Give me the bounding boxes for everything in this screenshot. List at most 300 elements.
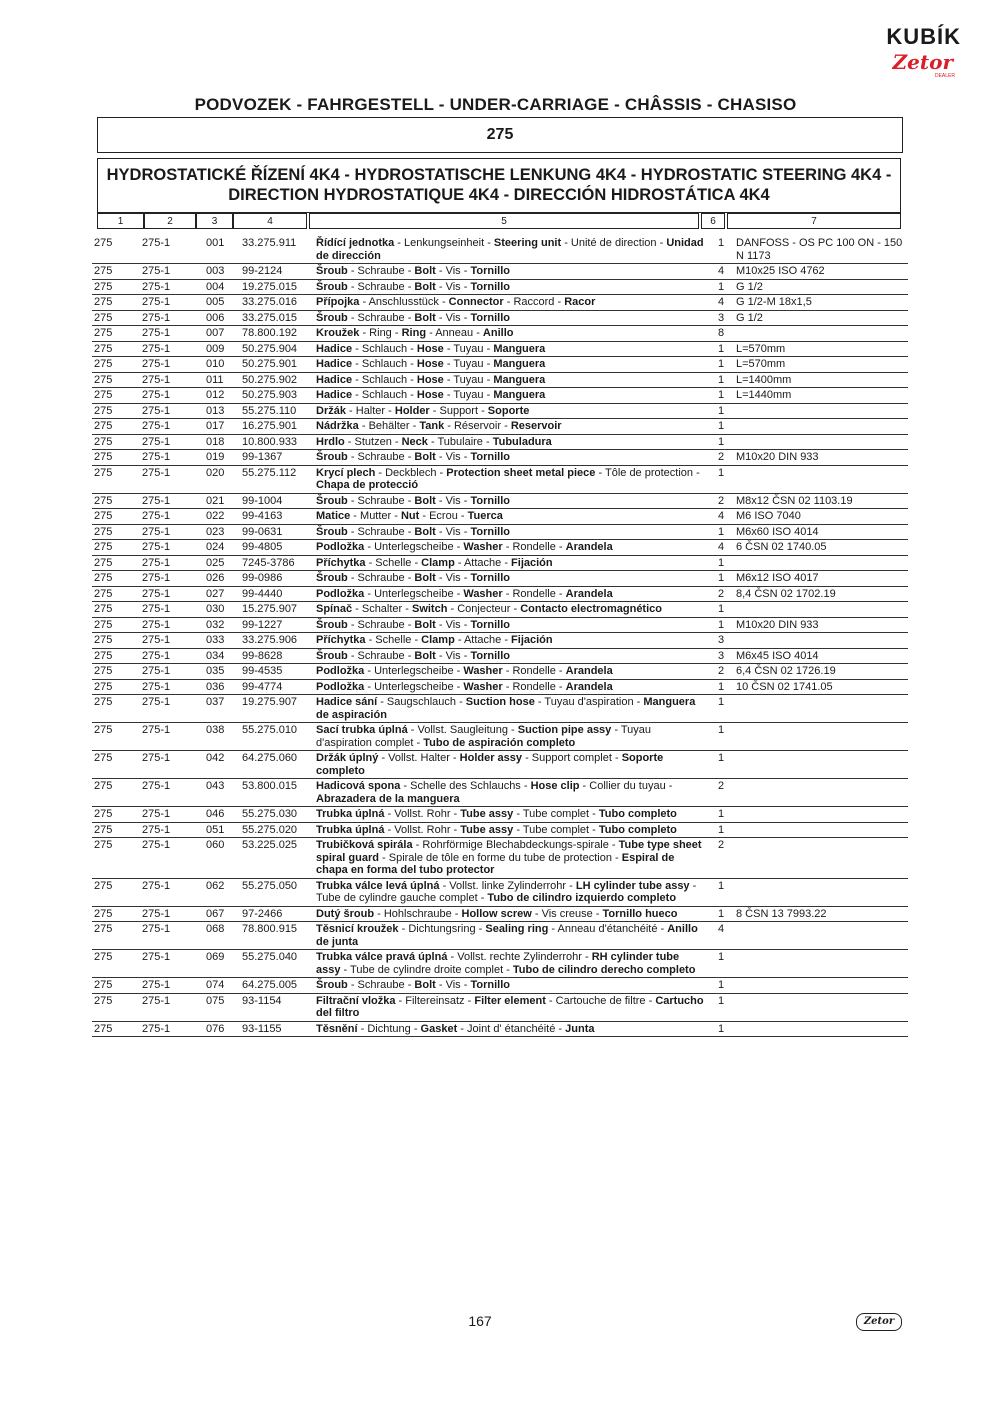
description-term: Podložka [316, 587, 365, 600]
ref-figure: 275-1 [140, 648, 204, 664]
part-number: 15.275.907 [240, 602, 314, 618]
quantity: 2 [708, 779, 734, 807]
description-text: - Tôle de protection - [595, 466, 700, 479]
part-description [314, 878, 708, 906]
ref-figure: 275-1 [140, 403, 204, 419]
description-text: - Tube de cylindre gauche complet - [316, 879, 697, 904]
position-number: 030 [204, 602, 240, 618]
description-text: - Unterlegscheibe - [364, 665, 464, 677]
table-row [92, 310, 908, 326]
table-row [92, 509, 908, 525]
part-description [314, 679, 708, 695]
position-number: 051 [204, 822, 240, 838]
ref-figure: 275-1 [140, 295, 204, 311]
ref-figure: 275-1 [140, 279, 204, 295]
description-term: Soporte completo [316, 752, 664, 777]
column-header-6: 6 [701, 213, 725, 229]
part-note [734, 993, 908, 1021]
part-note: M6x45 ISO 4014 [734, 648, 908, 664]
part-number: 97-2466 [240, 906, 314, 922]
ref-group: 275 [92, 509, 140, 525]
description-text: - Spirale de tôle en forme du tube de protection - [378, 851, 622, 864]
part-number: 93-1155 [240, 1021, 314, 1037]
description-term: Holder assy [459, 752, 523, 764]
description-term: Bolt [414, 649, 436, 662]
ref-figure: 275-1 [140, 434, 204, 450]
description-term: Clamp [421, 634, 455, 646]
description-term: Tornillo [470, 979, 510, 991]
description-term: Tornillo [470, 451, 510, 463]
ref-group: 275 [92, 264, 140, 280]
part-description [314, 419, 708, 435]
part-note [734, 922, 908, 950]
ref-group: 275 [92, 779, 140, 807]
table-row [92, 555, 908, 571]
description-text: - Unterlegscheibe - [364, 541, 464, 553]
description-term: Bolt [414, 572, 436, 584]
part-note: 6 ČSN 02 1740.05 [734, 540, 908, 556]
ref-figure: 275-1 [140, 950, 204, 978]
table-row [92, 434, 908, 450]
description-term: Fijación [511, 634, 553, 646]
ref-figure: 275-1 [140, 264, 204, 280]
description-term: Šroub [316, 265, 348, 277]
ref-figure: 275-1 [140, 357, 204, 373]
description-text: - Ecrou - [419, 510, 468, 522]
quantity: 1 [708, 341, 734, 357]
quantity: 4 [708, 509, 734, 525]
quantity: 8 [708, 326, 734, 342]
description-text: - Unterlegscheibe - [364, 587, 464, 600]
part-note: L=570mm [734, 341, 908, 357]
quantity: 1 [708, 419, 734, 435]
ref-figure: 275-1 [140, 388, 204, 404]
description-term: Tornillo [470, 649, 510, 662]
description-term: Hose clip [530, 780, 580, 792]
description-text: - Schraube - [347, 525, 415, 538]
description-text: - Vollst. Rohr - [384, 823, 461, 836]
description-term: Manguera de aspiración [316, 696, 696, 721]
part-description [314, 372, 708, 388]
part-note: 8,4 ČSN 02 1702.19 [734, 586, 908, 602]
part-number: 55.275.050 [240, 878, 314, 906]
description-text: - Ring - [359, 327, 402, 339]
part-note [734, 779, 908, 807]
description-term: Junta [565, 1022, 595, 1035]
description-text: - Raccord - [503, 296, 565, 308]
description-term: RH cylinder tube assy [316, 951, 680, 976]
description-term: Šroub [316, 618, 348, 631]
position-number: 042 [204, 751, 240, 779]
description-term: Trubka úplná [316, 823, 385, 836]
quantity: 1 [708, 357, 734, 373]
description-term: Šroub [316, 979, 348, 991]
ref-group: 275 [92, 723, 140, 751]
ref-figure: 275-1 [140, 465, 204, 493]
description-term: Washer [463, 541, 503, 553]
description-text: - Support - [429, 404, 488, 417]
position-number: 010 [204, 357, 240, 373]
ref-figure: 275-1 [140, 906, 204, 922]
part-number: 33.275.016 [240, 295, 314, 311]
table-row [92, 922, 908, 950]
ref-group: 275 [92, 822, 140, 838]
position-number: 043 [204, 779, 240, 807]
description-text: - Schlauch - [352, 389, 417, 401]
table-row [92, 586, 908, 602]
description-term: Držák [316, 404, 346, 417]
description-term: Arandela [565, 541, 613, 553]
logo-brand: KUBÍK [886, 24, 961, 49]
part-number: 78.800.192 [240, 326, 314, 342]
part-note: L=1400mm [734, 372, 908, 388]
quantity: 1 [708, 279, 734, 295]
part-description [314, 524, 708, 540]
quantity: 1 [708, 617, 734, 633]
quantity: 1 [708, 807, 734, 823]
description-term: Přípojka [316, 296, 360, 308]
description-text: - Rondelle - [502, 541, 566, 553]
description-term: Tornillo [470, 280, 510, 293]
part-description [314, 586, 708, 602]
ref-group: 275 [92, 571, 140, 587]
quantity: 1 [708, 906, 734, 922]
part-number: 50.275.904 [240, 341, 314, 357]
quantity: 2 [708, 450, 734, 466]
quantity: 1 [708, 695, 734, 723]
description-term: Příchytka [316, 634, 366, 646]
table-row [92, 419, 908, 435]
quantity: 1 [708, 555, 734, 571]
description-text: - Vollst. Halter - [378, 752, 460, 764]
description-term: Washer [463, 665, 503, 677]
description-text: - Unité de direction - [561, 237, 667, 249]
ref-group: 275 [92, 326, 140, 342]
description-text: - Schraube - [347, 451, 415, 463]
quantity: 1 [708, 388, 734, 404]
part-note: M8x12 ČSN 02 1103.19 [734, 493, 908, 509]
part-note [734, 602, 908, 618]
description-text: - Dichtung - [357, 1022, 421, 1035]
description-text: - Vis - [435, 265, 471, 277]
part-number: 99-1367 [240, 450, 314, 466]
description-text: - Vis - [435, 618, 471, 631]
ref-figure: 275-1 [140, 540, 204, 556]
position-number: 011 [204, 372, 240, 388]
table-row [92, 372, 908, 388]
part-note: L=1440mm [734, 388, 908, 404]
description-term: Protection sheet metal piece [446, 466, 596, 479]
ref-group: 275 [92, 279, 140, 295]
part-description [314, 493, 708, 509]
description-term: Hose [416, 373, 444, 386]
description-term: Podložka [316, 665, 365, 677]
description-term: Abrazadera de la manguera [316, 792, 460, 805]
description-text: - Rondelle - [502, 665, 566, 677]
position-number: 060 [204, 838, 240, 879]
ref-figure: 275-1 [140, 419, 204, 435]
position-number: 046 [204, 807, 240, 823]
part-number: 99-4774 [240, 679, 314, 695]
part-note: DANFOSS - OS PC 100 ON - 150 N 1173 [734, 236, 908, 264]
ref-figure: 275-1 [140, 751, 204, 779]
part-number: 55.275.040 [240, 950, 314, 978]
part-note: M10x20 DIN 933 [734, 450, 908, 466]
ref-figure: 275-1 [140, 878, 204, 906]
description-text: - Anschlusstück - [359, 296, 449, 308]
position-number: 025 [204, 555, 240, 571]
part-number: 93-1154 [240, 993, 314, 1021]
quantity: 1 [708, 679, 734, 695]
ref-figure: 275-1 [140, 978, 204, 994]
ref-figure: 275-1 [140, 493, 204, 509]
table-row [92, 388, 908, 404]
ref-figure: 275-1 [140, 450, 204, 466]
part-note [734, 419, 908, 435]
description-term: Tube assy [460, 808, 514, 820]
position-number: 035 [204, 664, 240, 680]
part-number: 33.275.906 [240, 633, 314, 649]
part-note [734, 950, 908, 978]
description-text: - Schraube - [347, 311, 415, 324]
description-term: Tornillo hueco [602, 907, 678, 920]
ref-figure: 275-1 [140, 838, 204, 879]
quantity: 1 [708, 524, 734, 540]
description-text: - Vis - [435, 525, 471, 538]
part-number: 19.275.015 [240, 279, 314, 295]
ref-group: 275 [92, 493, 140, 509]
page-title: PODVOZEK - FAHRGESTELL - UNDER-CARRIAGE - CHÂSSIS - CHASISO [194, 95, 797, 114]
description-term: Spínač [316, 603, 353, 615]
position-number: 013 [204, 403, 240, 419]
description-term: Tornillo [470, 311, 510, 324]
description-term: Ring [401, 327, 427, 339]
part-number: 55.275.112 [240, 465, 314, 493]
description-term: Filtrační vložka [316, 994, 396, 1007]
zetor-footer-logo: Zetor [856, 1313, 902, 1331]
table-row [92, 838, 908, 879]
part-number: 55.275.030 [240, 807, 314, 823]
quantity: 1 [708, 751, 734, 779]
part-number: 64.275.060 [240, 751, 314, 779]
description-term: Espiral de chapa en forma del tubo protector [316, 851, 675, 876]
part-note [734, 633, 908, 649]
ref-figure: 275-1 [140, 695, 204, 723]
table-row [92, 978, 908, 994]
column-header-2: 2 [144, 213, 196, 229]
table-row [92, 950, 908, 978]
description-term: Tornillo [470, 265, 510, 277]
description-text: - Vollst. linke Zylinderrohr - [439, 879, 576, 892]
description-text: - Rondelle - [502, 680, 566, 693]
description-term: Sealing ring [485, 923, 549, 935]
part-number: 99-4535 [240, 664, 314, 680]
table-row [92, 648, 908, 664]
part-number: 99-0631 [240, 524, 314, 540]
ref-figure: 275-1 [140, 509, 204, 525]
table-row [92, 341, 908, 357]
description-term: Arandela [565, 665, 613, 677]
ref-group: 275 [92, 434, 140, 450]
description-text: - Schelle - [365, 556, 422, 569]
ref-group: 275 [92, 679, 140, 695]
description-term: Tuerca [467, 510, 503, 522]
column-header-3: 3 [196, 213, 233, 229]
description-text: - Tuyau d'aspiration - [534, 696, 644, 708]
position-number: 075 [204, 993, 240, 1021]
table-row [92, 279, 908, 295]
position-number: 022 [204, 509, 240, 525]
description-term: Washer [463, 680, 503, 693]
description-term: Držák úplný [316, 752, 379, 764]
parts-table-body [92, 236, 908, 1037]
description-term: Bolt [414, 494, 436, 507]
part-number: 99-4805 [240, 540, 314, 556]
part-note: M6x12 ISO 4017 [734, 571, 908, 587]
part-note [734, 403, 908, 419]
description-text: - Rondelle - [502, 587, 566, 600]
part-description [314, 310, 708, 326]
part-description [314, 326, 708, 342]
ref-group: 275 [92, 648, 140, 664]
part-description [314, 950, 708, 978]
position-number: 020 [204, 465, 240, 493]
description-text: - Halter - [345, 404, 395, 417]
description-term: Cartucho del filtro [316, 994, 704, 1019]
part-number: 78.800.915 [240, 922, 314, 950]
description-text: - Tube complet - [513, 823, 599, 836]
description-text: - Anneau - [426, 327, 483, 339]
description-term: Manguera [493, 389, 546, 401]
description-term: Steering unit [493, 237, 562, 249]
description-term: Bolt [414, 265, 436, 277]
part-description [314, 648, 708, 664]
quantity: 4 [708, 540, 734, 556]
description-text: - Joint d' étanchéité - [457, 1022, 566, 1035]
table-row [92, 264, 908, 280]
quantity: 1 [708, 602, 734, 618]
description-text: - Tube de cylindre droite complet - [340, 963, 513, 976]
quantity: 2 [708, 493, 734, 509]
part-number: 33.275.911 [240, 236, 314, 264]
description-term: Šroub [316, 494, 348, 507]
part-number: 99-4440 [240, 586, 314, 602]
quantity: 1 [708, 978, 734, 994]
ref-group: 275 [92, 978, 140, 994]
part-note [734, 822, 908, 838]
part-description [314, 906, 708, 922]
part-note: 6,4 ČSN 02 1726.19 [734, 664, 908, 680]
description-term: Těsnění [316, 1022, 358, 1035]
part-note [734, 807, 908, 823]
part-description [314, 922, 708, 950]
description-text: - Schraube - [347, 649, 415, 662]
description-term: Matice [316, 510, 351, 522]
description-term: Washer [463, 587, 503, 600]
quantity: 1 [708, 993, 734, 1021]
description-term: Těsnicí kroužek [316, 923, 399, 935]
ref-figure: 275-1 [140, 571, 204, 587]
part-number: 55.275.020 [240, 822, 314, 838]
description-term: Šroub [316, 451, 348, 463]
position-number: 003 [204, 264, 240, 280]
description-text: - Vis - [435, 451, 471, 463]
ref-figure: 275-1 [140, 1021, 204, 1037]
table-row [92, 633, 908, 649]
description-term: Tube assy [460, 823, 514, 836]
part-note [734, 695, 908, 723]
position-number: 037 [204, 695, 240, 723]
part-number: 99-1004 [240, 493, 314, 509]
description-term: Podložka [316, 541, 365, 553]
description-term: Hadice [316, 358, 353, 370]
table-row [92, 524, 908, 540]
table-row [92, 906, 908, 922]
description-term: Connector [448, 296, 504, 308]
parts-table [92, 236, 908, 1037]
description-term: Tornillo [470, 494, 510, 507]
part-note [734, 751, 908, 779]
position-number: 021 [204, 493, 240, 509]
quantity: 3 [708, 648, 734, 664]
position-number: 076 [204, 1021, 240, 1037]
description-text: - Lenkungseinheit - [394, 237, 494, 249]
table-row [92, 540, 908, 556]
description-term: Gasket [420, 1022, 458, 1035]
table-row [92, 571, 908, 587]
description-term: Bolt [414, 525, 436, 538]
part-note [734, 465, 908, 493]
position-number: 034 [204, 648, 240, 664]
part-note [734, 434, 908, 450]
quantity: 1 [708, 878, 734, 906]
description-term: Clamp [421, 556, 455, 569]
ref-group: 275 [92, 524, 140, 540]
part-description [314, 509, 708, 525]
position-number: 019 [204, 450, 240, 466]
part-number: 50.275.902 [240, 372, 314, 388]
part-description [314, 695, 708, 723]
table-row [92, 723, 908, 751]
description-term: Bolt [414, 280, 436, 293]
description-text: - Vis - [435, 649, 471, 662]
ref-group: 275 [92, 236, 140, 264]
description-text: - Vollst. Rohr - [384, 808, 461, 820]
description-term: Tubo de aspiración completo [423, 736, 576, 749]
position-number: 023 [204, 524, 240, 540]
description-text: - Schraube - [347, 265, 415, 277]
ref-figure: 275-1 [140, 586, 204, 602]
part-number: 64.275.005 [240, 978, 314, 994]
description-text: - Vis creuse - [531, 907, 603, 920]
quantity: 1 [708, 950, 734, 978]
description-text: - Dichtungsring - [398, 923, 486, 935]
description-term: Tubo de cilindro izquierdo completo [487, 892, 677, 904]
position-number: 017 [204, 419, 240, 435]
description-term: Trubka úplná [316, 808, 385, 820]
position-number: 012 [204, 388, 240, 404]
description-term: Hadice [316, 373, 353, 386]
description-term: Tank [419, 420, 445, 432]
part-note [734, 838, 908, 879]
description-term: Hadicová spona [316, 780, 401, 792]
ref-group: 275 [92, 295, 140, 311]
description-term: Suction hose [465, 696, 535, 708]
ref-group: 275 [92, 993, 140, 1021]
table-row [92, 751, 908, 779]
description-term: Fijación [511, 556, 553, 569]
part-description [314, 993, 708, 1021]
